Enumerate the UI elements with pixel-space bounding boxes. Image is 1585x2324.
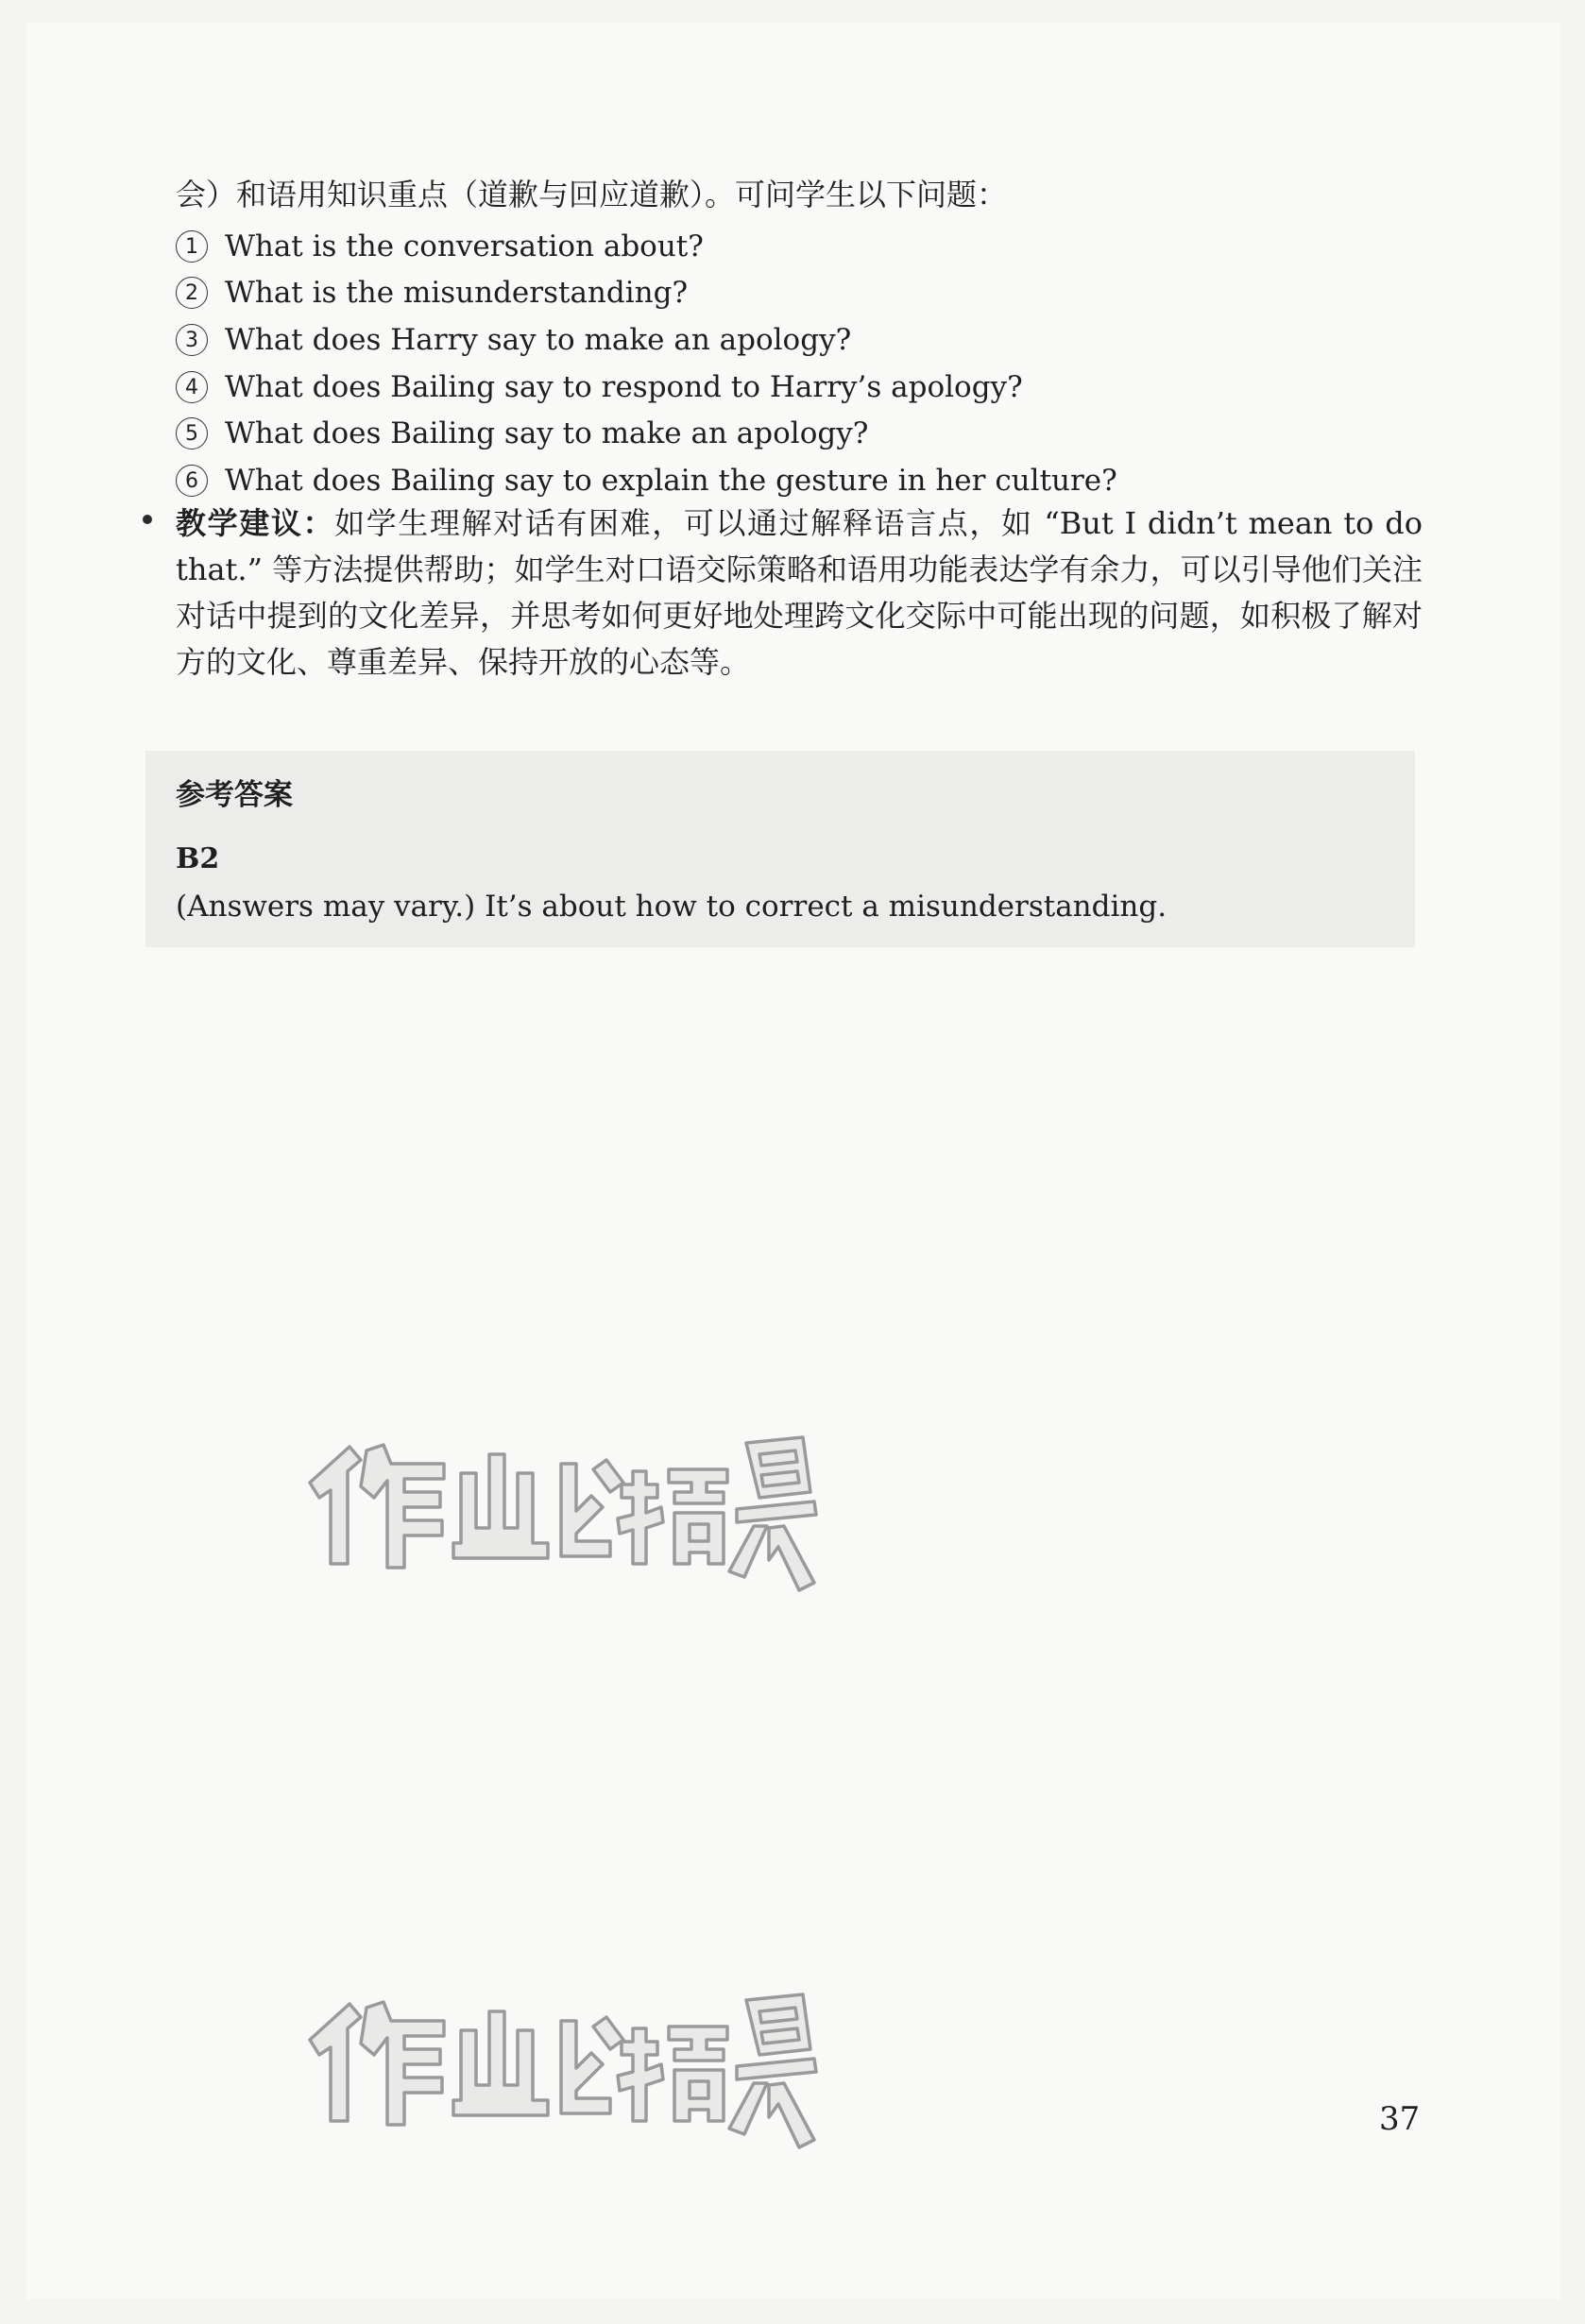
question-item (176, 223, 1117, 270)
question-number: 3 (176, 324, 208, 356)
watermark-logo (293, 1974, 822, 2163)
question-number: 6 (176, 465, 208, 497)
advice-text: 如学生理解对话有困难，可以通过解释语言点，如 “But I didn’t mean to do that.” 等方法提供帮助；如学生对口语交际策略和语用功能表达学有余力，可以引导他们关注对话中提到的文化差异，并思考如何更好地处理跨文化交际中可能出现的问题，如积极了解对方的文化、尊重差异、保持开放的心态等。 (176, 505, 1423, 680)
intro-line: 会）和语用知识重点（道歉与回应道歉）。可问学生以下问题： (176, 177, 1008, 212)
answer-text: (Answers may vary.) It’s about how to correct a misunderstanding. (176, 890, 1167, 924)
question-number: 5 (176, 417, 208, 450)
question-text: What is the misunderstanding? (225, 276, 689, 311)
question-text: What does Bailing say to explain the gesture in her culture? (225, 463, 1117, 498)
advice-label: 教学建议： (176, 505, 335, 541)
answer-code: B2 (176, 842, 220, 875)
bullet-icon (143, 515, 152, 524)
teaching-advice (176, 500, 1423, 686)
question-item (176, 364, 1117, 411)
question-number: 4 (176, 371, 208, 403)
question-list (176, 223, 1117, 504)
question-item (176, 316, 1117, 364)
page-number: 37 (1379, 2100, 1421, 2138)
question-text: What does Bailing say to make an apology? (225, 416, 869, 451)
question-number: 1 (176, 230, 208, 263)
question-number: 2 (176, 277, 208, 309)
question-item (176, 457, 1117, 504)
answer-heading: 参考答案 (176, 778, 293, 812)
question-text: What is the conversation about? (225, 229, 704, 263)
question-text: What does Bailing say to respond to Harry’s apology? (225, 369, 1023, 404)
watermark-logo (293, 1416, 822, 1605)
question-item (176, 410, 1117, 457)
question-item (176, 270, 1117, 317)
question-text: What does Harry say to make an apology? (225, 322, 852, 357)
